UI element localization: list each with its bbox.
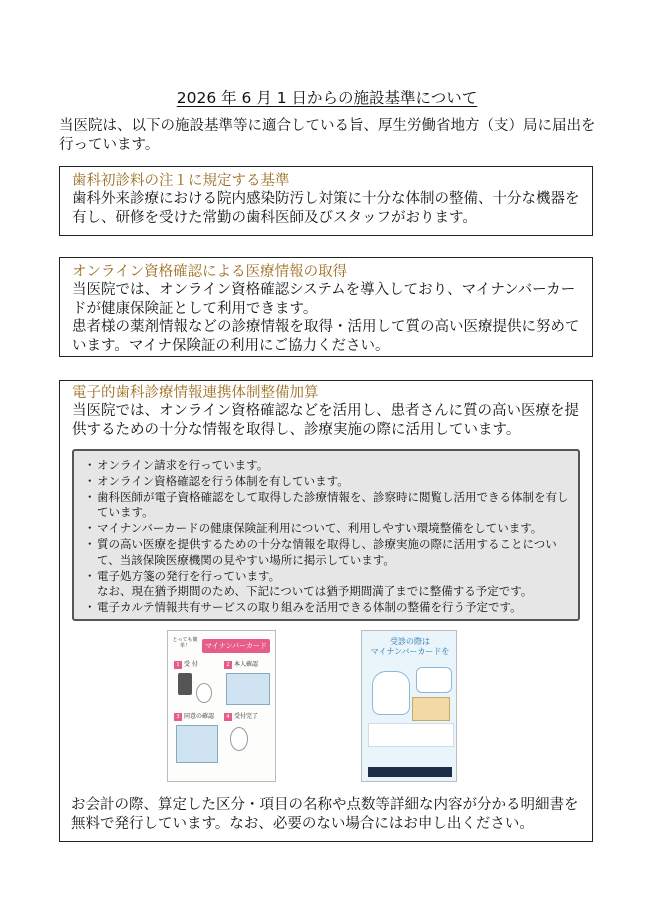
list-item: ・ マイナンバーカードの健康保険証利用について、利用しやすい環境整備をしています。 bbox=[88, 521, 572, 537]
section-heading: オンライン資格確認による医療情報の取得 bbox=[72, 264, 348, 280]
page-title-text: 2026 年 6 月 1 日からの施設基準について bbox=[176, 89, 478, 107]
list-item: ・ 質の高い医療を提供するための十分な情報を取得し、診療実施の際に活用することについて、当該保険医療機関の見やすい場所に掲示しています。 bbox=[88, 537, 572, 569]
list-item: ・ 電子処方箋の発行を行っています。 bbox=[88, 569, 572, 585]
section-online-eligibility bbox=[59, 257, 593, 357]
poster-area bbox=[72, 630, 580, 805]
poster-step bbox=[224, 661, 258, 669]
poster-footer-bar bbox=[368, 767, 452, 777]
consent-screen-icon bbox=[176, 725, 218, 763]
section-initial-visit-standard bbox=[59, 166, 593, 236]
id-check-screen-icon bbox=[226, 673, 270, 705]
poster-header-line: 受診の際は bbox=[390, 637, 430, 646]
requirements-list-box bbox=[72, 449, 580, 621]
step-number-icon: 3 bbox=[174, 713, 182, 721]
insurance-card-icon bbox=[412, 697, 450, 721]
poster-step bbox=[224, 713, 258, 721]
speech-bubble-icon bbox=[416, 667, 452, 693]
tooth-mascot-icon bbox=[372, 671, 410, 715]
poster-body bbox=[368, 723, 454, 747]
bring-mynumber-card-poster bbox=[361, 630, 457, 782]
section-paragraph: 歯科外来診療における院内感染防汚し対策に十分な体制の整備、十分な機器を有し、研修を受けた常勤の歯科医師及びスタッフがおります。 bbox=[72, 191, 580, 226]
list-item: ・ オンライン資格確認を行う体制を有しています。 bbox=[88, 474, 572, 490]
poster-header-line: マイナンバーカードを bbox=[370, 647, 450, 656]
rabbit-mascot-icon bbox=[230, 727, 248, 751]
section-paragraph: 当医院では、オンライン資格確認などを活用し、患者さんに質の高い医療を提供するための十分な情報を取得し、診療実施の際に活用しています。 bbox=[72, 403, 580, 438]
step-number-icon: 4 bbox=[224, 713, 232, 721]
poster-step-label: 本人確認 bbox=[234, 661, 259, 668]
poster-footer bbox=[172, 769, 272, 777]
poster-header: マイナンバーカード bbox=[202, 639, 270, 653]
grace-period-note: なお、現在猶予期間のため、下記については猶予期間満了までに整備する予定です。 bbox=[97, 584, 533, 599]
section-heading: 歯科初診料の注１に規定する基準 bbox=[72, 173, 290, 189]
poster-step-label: 受 付 bbox=[184, 661, 198, 668]
mynumber-card-flow-poster bbox=[167, 630, 276, 782]
poster-step bbox=[174, 661, 198, 669]
intro-text: 当医院は、以下の施設基準等に適合している旨、厚生労働省地方（支）局に届出を行っています。 bbox=[59, 118, 596, 153]
step-number-icon: 2 bbox=[224, 661, 232, 669]
list-item: ・ オンライン請求を行っています。 bbox=[88, 458, 572, 474]
statement-notice: お会計の際、算定した区分・項目の名称や点数等詳細な内容が分かる明細書を無料で発行しています。なお、必要のない場合にはお申し出ください。 bbox=[71, 797, 579, 832]
requirements-list-extra bbox=[88, 600, 572, 616]
step-number-icon: 1 bbox=[174, 661, 182, 669]
section-paragraph: 患者様の薬剤情報などの診療情報を取得・活用して質の高い医療提供に努めています。マイナ保険証の利用にご協力ください。 bbox=[72, 319, 580, 354]
section-paragraph: 当医院では、オンライン資格確認システムを導入しており、マイナンバーカードが健康保険証として利用できます。 bbox=[72, 282, 576, 317]
poster-step-label: 同意の確認 bbox=[184, 713, 215, 720]
poster-header bbox=[362, 637, 457, 657]
poster-step-label: 受付完了 bbox=[234, 713, 259, 720]
list-item: ・ 歯科医師が電子資格確認をして取得した診療情報を、診察時に閲覧し活用できる体制を有しています。 bbox=[88, 490, 572, 522]
poster-step bbox=[174, 713, 214, 721]
poster-corner-text: とっても簡単！ bbox=[172, 637, 198, 649]
card-reader-icon bbox=[178, 673, 192, 695]
requirements-list bbox=[88, 458, 572, 584]
section-heading: 電子的歯科診療情報連携体制整備加算 bbox=[72, 385, 319, 401]
rabbit-mascot-icon bbox=[196, 683, 212, 703]
list-item: ・ 電子カルテ情報共有サービスの取り組みを活用できる体制の整備を行う予定です。 bbox=[88, 600, 572, 616]
section-electronic-dental-info bbox=[59, 380, 593, 842]
page-title bbox=[0, 88, 654, 108]
